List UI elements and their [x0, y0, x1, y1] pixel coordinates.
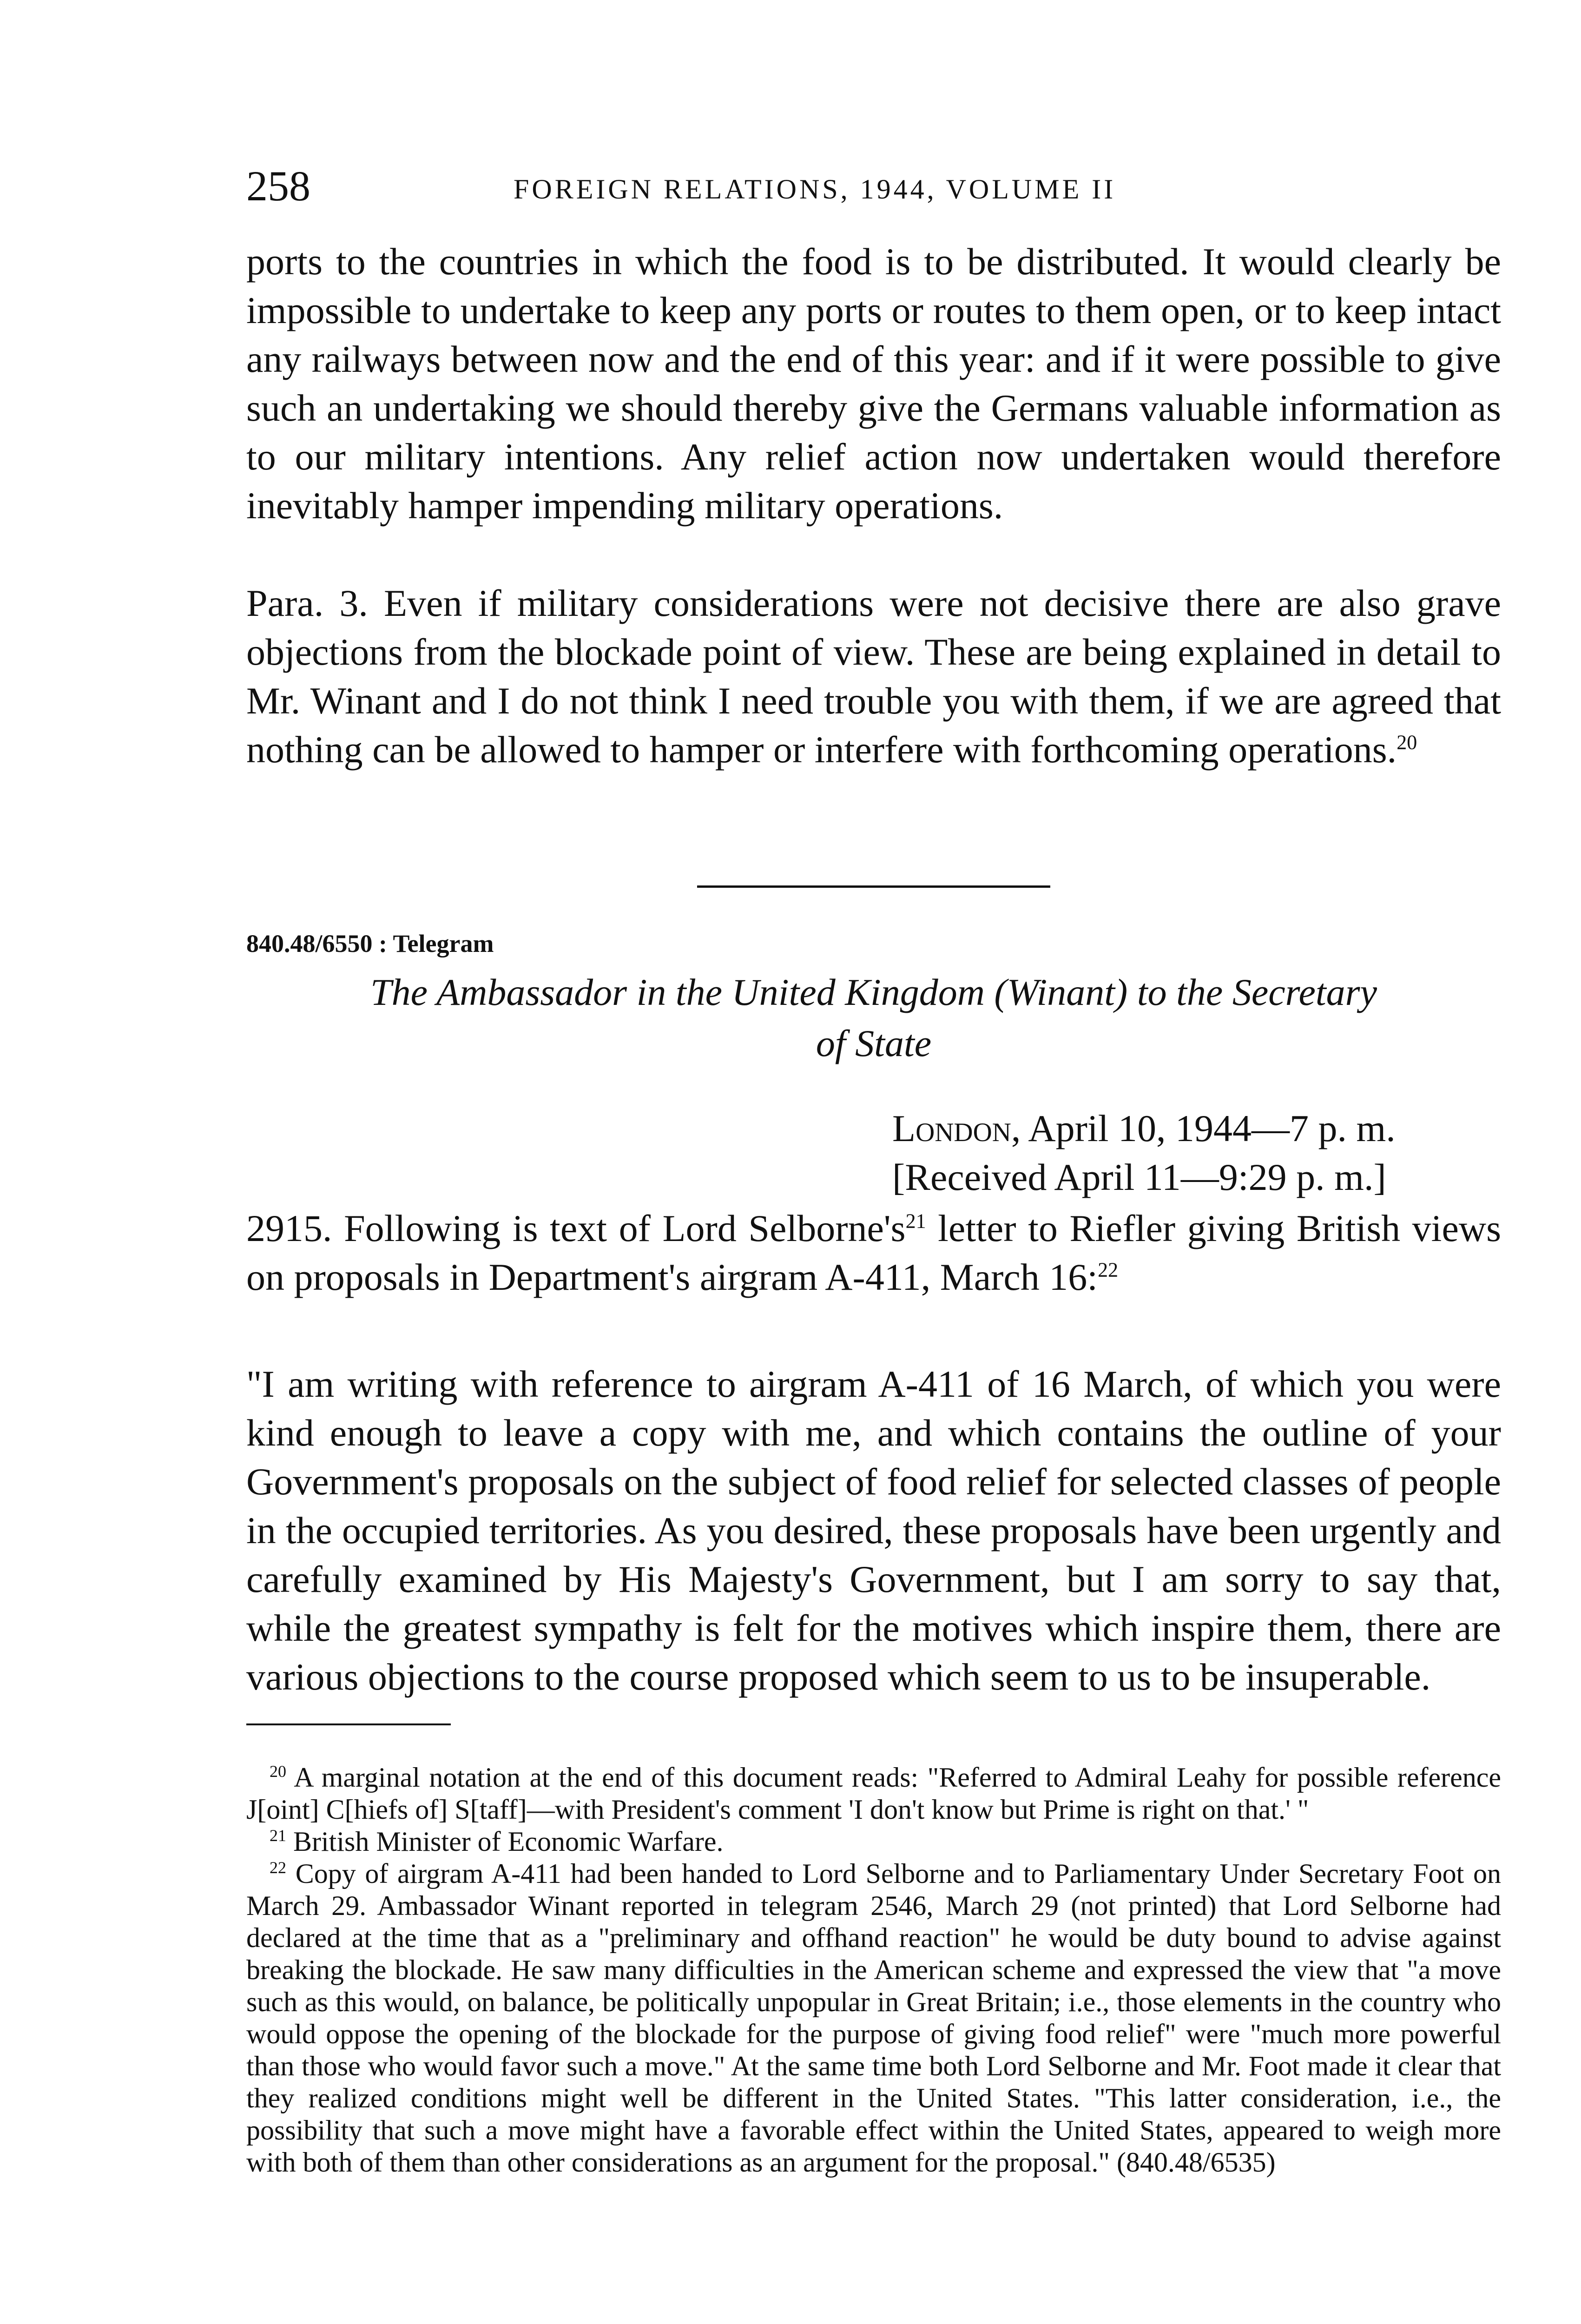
footnote-rule	[246, 1723, 451, 1725]
footnote-mark: 20	[270, 1762, 286, 1781]
footnote-text: Copy of airgram A-411 had been handed to Lord Selborne and to Parliamentary Under Secretary Foot on March 29. Ambassador Winant reported in telegram 2546, March 29 (not printed) that Lord Selborne had declared at the time that as a "preliminary and offhand reaction" he would be duty bound to advise against breaking the blockade. He saw many difficulties in the American scheme and expressed the view that "a move such as this would, on balance, be politically unpopular in Great Britain; i.e., those elements in the country who would oppose the opening of the blockade for the purpose of giving food relief" were "much more powerful than those who would favor such a move." At the same time both Lord Selborne and Mr. Foot made it clear that they realized conditions might well be different in the United States. "This latter consideration, i.e., the possibility that such a move might have a favorable effect within the United States, appeared to weigh more with both of them than other considerations as an argument for the proposal." (840.48/6535)	[246, 1858, 1501, 2178]
paragraph-text-a: 2915. Following is text of Lord Selborne's	[246, 1207, 906, 1249]
footnote-text: A marginal notation at the end of this document reads: "Referred to Admiral Leahy for possible reference J[oint] C[hiefs of] S[taff]—with President's comment 'I don't know but Prime is right on that.' "	[246, 1762, 1501, 1825]
footnote-mark: 21	[270, 1826, 286, 1845]
footnotes	[246, 1762, 1501, 2179]
body-paragraph-continued: ports to the countries in which the food is to be distributed. It would clearly be impossible to undertake to keep any ports or routes to them open, or to keep intact any railways between now and the end of this year: and if it were possible to give such an undertaking we should thereby give the Germans valuable information as to our military intentions. Any relief action now undertaken would therefore inevitably hamper impending military operations.	[246, 240, 1501, 527]
footnote-reference: 21	[905, 1209, 926, 1233]
page-number: 258	[246, 162, 310, 210]
dateline-sent	[892, 1104, 1396, 1153]
footnote	[246, 1762, 1501, 1826]
running-header	[246, 160, 1501, 211]
document-title-line-1: The Ambassador in the United Kingdom (Winant) to the Secretary	[370, 971, 1377, 1013]
footnote-mark: 22	[270, 1858, 286, 1877]
message-intro-paragraph	[246, 1204, 1501, 1301]
quoted-letter-paragraph: "I am writing with reference to airgram A-411 of 16 March, of which you were kind enough to leave a copy with me, and which contains the outline of your Government's proposals on the subject of food relief for selected classes of people in the occupied territories. As you desired, these proposals have been urgently and carefully examined by His Majesty's Government, but I am sorry to say that, while the greatest sympathy is felt for the motives which inspire them, there are various objections to the course proposed which seem to us to be insuperable.	[246, 1363, 1501, 1698]
paragraph-text-b: letter to Riefler giving British views on proposals in Department's airgram A-411, March 16:	[246, 1207, 1501, 1298]
footnote	[246, 1826, 1501, 1858]
dateline-city: London	[892, 1107, 1011, 1149]
footnote	[246, 1858, 1501, 2179]
dateline-date: , April 10, 1944—7 p. m.	[1011, 1107, 1396, 1149]
running-header-title: FOREIGN RELATIONS, 1944, VOLUME II	[514, 174, 1116, 205]
dateline-received: [Received April 11—9:29 p. m.]	[892, 1156, 1386, 1198]
file-reference: 840.48/6550 : Telegram	[246, 930, 494, 957]
body-paragraph-para-3	[246, 579, 1501, 774]
footnote-text: British Minister of Economic Warfare.	[293, 1826, 724, 1857]
document-title	[246, 967, 1501, 1069]
dateline	[892, 1104, 1396, 1202]
footnote-reference: 20	[1397, 731, 1417, 754]
document-title-line-2: of State	[816, 1022, 932, 1064]
paragraph-text: Para. 3. Even if military considerations were not decisive there are also grave objections from the blockade point of view. These are being explained in detail to Mr. Winant and I do not think I need trouble you with them, if we are agreed that nothing can be allowed to hamper or interfere with forthcoming operations.	[246, 582, 1501, 771]
section-divider	[697, 885, 1050, 888]
footnote-reference: 22	[1098, 1258, 1119, 1281]
